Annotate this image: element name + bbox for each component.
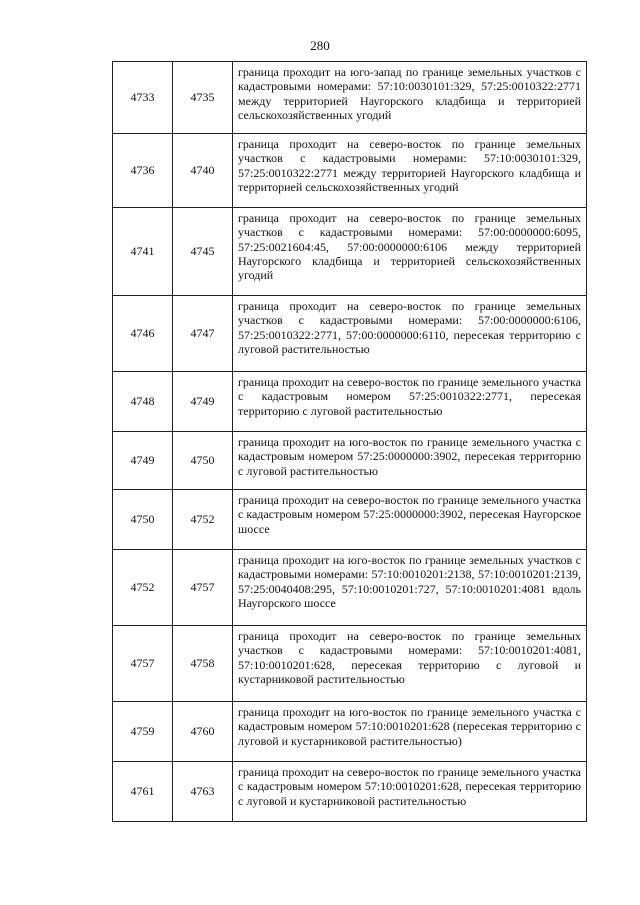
point-to-cell: 4752 (173, 490, 233, 550)
point-from-cell: 4736 (113, 134, 173, 208)
description-cell: граница проходит на северо-восток по границе земельных участков с кадастровыми номерами: 57:00:0000000:6106, 57:25:0010322:2771, 57:00:0000000:6110, пересекая территорию с луговой растительностью (233, 296, 587, 372)
point-to-cell: 4757 (173, 550, 233, 626)
description-cell: граница проходит на юго-восток по границе земельного участка с кадастровым номером 57:10:0010201:628 (пересекая территорию с луговой и кустарниковой растительностью) (233, 702, 587, 762)
table-row (113, 208, 587, 296)
description-cell: граница проходит на юго-восток по границе земельного участка с кадастровым номером 57:25:0000000:3902, пересекая территорию с луговой растительностью (233, 432, 587, 490)
table-row (113, 702, 587, 762)
point-from-cell: 4757 (113, 626, 173, 702)
table-row (113, 626, 587, 702)
table-row (113, 296, 587, 372)
description-cell: граница проходит на северо-восток по границе земельных участков с кадастровыми номерами: 57:10:0010201:4081, 57:10:0010201:628, пересекая территорию с луговой и кустарниковой растительностью (233, 626, 587, 702)
point-to-cell: 4747 (173, 296, 233, 372)
point-to-cell: 4758 (173, 626, 233, 702)
point-to-cell: 4745 (173, 208, 233, 296)
point-from-cell: 4748 (113, 372, 173, 432)
page-number: 280 (310, 38, 330, 53)
description-cell: граница проходит на юго-запад по границе земельных участков с кадастровыми номерами: 57:10:0030101:329, 57:25:0010322:2771 между территорией Наугорского кладбища и территорией сельскохозяйственных угодий (233, 62, 587, 134)
description-cell: граница проходит на северо-восток по границе земельного участка с кадастровым номером 57:25:0000000:3902, пересекая Наугорское шоссе (233, 490, 587, 550)
point-from-cell: 4741 (113, 208, 173, 296)
point-to-cell: 4749 (173, 372, 233, 432)
point-from-cell: 4746 (113, 296, 173, 372)
description-cell: граница проходит на северо-восток по границе земельных участков с кадастровыми номерами: 57:00:0000000:6095, 57:25:0021604:45, 57:00:0000000:6106 между территорией Наугорского кладбища и территорией сельскохозяйственных угодий (233, 208, 587, 296)
table-row (113, 490, 587, 550)
point-from-cell: 4749 (113, 432, 173, 490)
description-cell: граница проходит на северо-восток по границе земельных участков с кадастровыми номерами: 57:10:0030101:329, 57:25:0010322:2771 между территорией Наугорского кладбища и территорией сельскохозяйственных угодий (233, 134, 587, 208)
point-to-cell: 4735 (173, 62, 233, 134)
table-row (113, 550, 587, 626)
table-row (113, 432, 587, 490)
boundary-table (112, 61, 587, 822)
point-to-cell: 4760 (173, 702, 233, 762)
point-from-cell: 4761 (113, 762, 173, 822)
point-from-cell: 4759 (113, 702, 173, 762)
table-row (113, 762, 587, 822)
point-to-cell: 4740 (173, 134, 233, 208)
point-to-cell: 4750 (173, 432, 233, 490)
table-body (113, 62, 587, 822)
table-row (113, 62, 587, 134)
point-from-cell: 4750 (113, 490, 173, 550)
point-from-cell: 4752 (113, 550, 173, 626)
description-cell: граница проходит на северо-восток по границе земельного участка с кадастровым номером 57:25:0010322:2771, пересекая территорию с луговой растительностью (233, 372, 587, 432)
point-from-cell: 4733 (113, 62, 173, 134)
table-row (113, 134, 587, 208)
point-to-cell: 4763 (173, 762, 233, 822)
table-row (113, 372, 587, 432)
description-cell: граница проходит на северо-восток по границе земельного участка с кадастровым номером 57:10:0010201:628, пересекая территорию с луговой и кустарниковой растительностью (233, 762, 587, 822)
description-cell: граница проходит на юго-восток по границе земельных участков с кадастровыми номерами: 57:10:0010201:2138, 57:10:0010201:2139, 57:25:0040408:295, 57:10:0010201:727, 57:10:0010201:4081 вдоль Наугорского шоссе (233, 550, 587, 626)
